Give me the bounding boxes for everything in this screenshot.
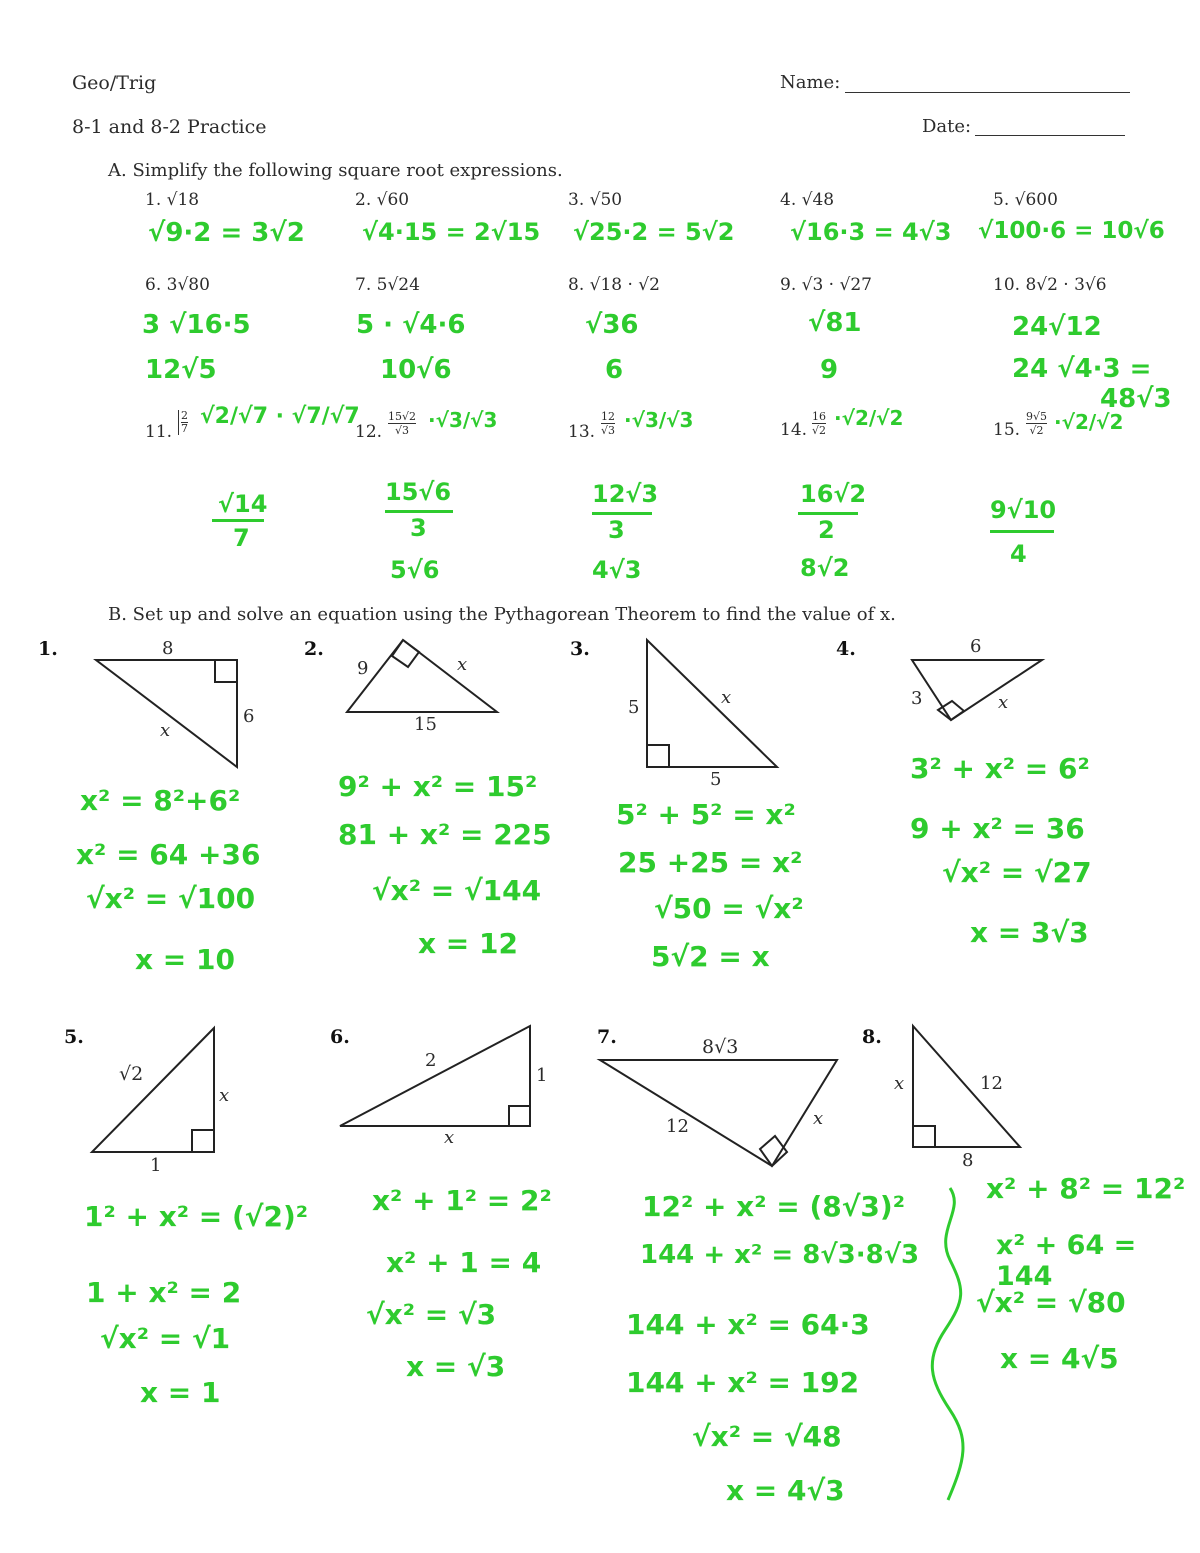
triangle-b2	[347, 640, 497, 712]
b5-label-right: x	[219, 1085, 230, 1106]
problem-a8-label: 8. √18 · √2	[568, 275, 660, 295]
problem-b2-number: 2.	[304, 638, 324, 660]
work-a15-line1: ·√2/√2	[1054, 410, 1124, 434]
triangle-b8	[913, 1026, 1020, 1147]
right-angle-b3	[647, 745, 669, 767]
work-a11-line1: √2/√7 · √7/√7	[200, 404, 360, 429]
problem-a10-label: 10. 8√2 · 3√6	[993, 275, 1107, 295]
right-angle-b4	[938, 701, 964, 720]
b8-label-bottom: 8	[962, 1150, 974, 1171]
right-angle-b2	[392, 640, 419, 667]
work-b7-line5: √x² = √48	[692, 1420, 842, 1453]
right-angle-b8	[913, 1126, 935, 1147]
b7-label-left: 12	[666, 1116, 689, 1137]
work-b5-line1: 1² + x² = (√2)²	[84, 1200, 308, 1233]
work-b7-line2: 144 + x² = 8√3·8√3	[640, 1240, 920, 1270]
fraction-a14-den: √2	[812, 424, 827, 437]
fraction-a15-den: √2	[1029, 424, 1044, 437]
problem-a5-label: 5. √600	[993, 190, 1058, 210]
work-b7-line4: 144 + x² = 192	[626, 1366, 860, 1399]
work-a6-line2: 12√5	[145, 355, 217, 385]
b1-label-hyp: x	[160, 720, 171, 741]
triangle-b4	[912, 660, 1042, 720]
work-a10-line3: 48√3	[1100, 384, 1172, 414]
work-a6-line1: 3 √16·5	[142, 310, 251, 340]
work-a12-line1: ·√3/√3	[428, 408, 498, 432]
work-a11-den: 7	[233, 524, 250, 552]
problem-a3-label: 3. √50	[568, 190, 623, 210]
problem-b7-number: 7.	[597, 1026, 617, 1048]
problem-a6-label: 6. 3√80	[145, 275, 210, 295]
work-a10-line2: 24 √4·3 =	[1012, 354, 1152, 384]
b8-label-hyp: 12	[980, 1073, 1003, 1094]
problem-a12-label: 12.	[355, 422, 383, 442]
b8-label-left: x	[894, 1073, 905, 1094]
fraction-a11-den: 7	[181, 422, 188, 435]
b3-label-left: 5	[628, 697, 640, 718]
work-b5-line2: 1 + x² = 2	[86, 1276, 242, 1309]
work-b6-line4: x = √3	[406, 1350, 506, 1383]
work-a2: √4·15 = 2√15	[362, 218, 541, 246]
b3-label-bottom: 5	[710, 769, 722, 790]
triangle-b7	[600, 1060, 837, 1166]
work-b3-line1: 5² + 5² = x²	[616, 798, 796, 831]
work-a13-line1: ·√3/√3	[624, 408, 694, 432]
work-b6-line2: x² + 1 = 4	[386, 1246, 542, 1279]
b2-label-right: x	[457, 654, 468, 675]
work-a13-result: 4√3	[592, 556, 642, 584]
b7-label-right: x	[813, 1108, 824, 1129]
fraction-a13-num: 12	[601, 410, 615, 423]
right-angle-b6	[509, 1106, 530, 1126]
work-b3-line4: 5√2 = x	[651, 940, 770, 973]
problem-b5-number: 5.	[64, 1026, 84, 1048]
work-a15-den: 4	[1010, 540, 1027, 568]
work-b8-line2: x² + 64 = 144	[996, 1230, 1137, 1292]
work-b1-line1: x² = 8²+6²	[80, 784, 241, 817]
work-b6-line1: x² + 1² = 2²	[372, 1184, 552, 1217]
work-a4: √16·3 = 4√3	[790, 218, 952, 246]
assignment-title: 8-1 and 8-2 Practice	[72, 116, 267, 138]
problem-a15-label: 15.	[993, 420, 1021, 440]
fraction-a14-num: 16	[812, 410, 826, 423]
b6-label-bottom: x	[444, 1127, 455, 1148]
work-b4-line2: 9 + x² = 36	[910, 812, 1085, 845]
work-b1-line3: √x² = √100	[86, 882, 256, 915]
b7-label-top: 8√3	[702, 1036, 739, 1058]
work-b7-line3: 144 + x² = 64·3	[626, 1308, 870, 1341]
work-a12-num: 15√6	[385, 478, 452, 506]
work-b4-line4: x = 3√3	[970, 916, 1089, 949]
work-b4-line3: √x² = √27	[942, 856, 1092, 889]
problem-a2-label: 2. √60	[355, 190, 410, 210]
work-a5: √100·6 = 10√6	[978, 218, 1165, 244]
problem-a13-label: 13.	[568, 422, 596, 442]
b4-label-right: x	[998, 692, 1009, 713]
work-a9-line1: √81	[808, 308, 862, 338]
work-a14-result: 8√2	[800, 554, 850, 582]
work-b2-line3: √x² = √144	[372, 874, 542, 907]
fraction-a11-num: 2	[181, 409, 188, 422]
b4-label-left: 3	[911, 688, 923, 709]
problem-a9-label: 9. √3 · √27	[780, 275, 872, 295]
problem-a11-label: 11.	[145, 422, 173, 442]
work-a14-num: 16√2	[800, 480, 867, 508]
work-a8-line1: √36	[585, 310, 639, 340]
b6-label-hyp: 2	[425, 1050, 437, 1071]
work-a8-line2: 6	[605, 355, 624, 385]
fraction-a15-num: 9√5	[1026, 410, 1048, 423]
problem-b3-number: 3.	[570, 638, 590, 660]
problem-a7-label: 7. 5√24	[355, 275, 420, 295]
work-a14-line1: ·√2/√2	[834, 406, 904, 430]
date-label: Date:	[922, 116, 972, 137]
work-b8-line3: √x² = √80	[976, 1286, 1126, 1319]
section-a-instruction: A. Simplify the following square root expressions.	[108, 160, 563, 181]
work-b8-line1: x² + 8² = 12²	[986, 1172, 1186, 1205]
work-b6-line3: √x² = √3	[366, 1298, 497, 1331]
work-a7-line1: 5 · √4·6	[356, 310, 466, 340]
work-a7-line2: 10√6	[380, 355, 452, 385]
b3-label-hyp: x	[721, 687, 732, 708]
work-b5-line3: √x² = √1	[100, 1322, 231, 1355]
work-a9-line2: 9	[820, 355, 839, 385]
right-angle-b1	[215, 660, 237, 682]
problem-b8-number: 8.	[862, 1026, 882, 1048]
work-a10-line1: 24√12	[1012, 312, 1102, 342]
work-a3: √25·2 = 5√2	[573, 218, 735, 246]
work-a15-num: 9√10	[990, 496, 1057, 524]
name-label: Name:	[780, 72, 841, 93]
work-a13-num: 12√3	[592, 480, 659, 508]
problem-a4-label: 4. √48	[780, 190, 835, 210]
b5-label-bottom: 1	[150, 1155, 162, 1176]
triangle-b3	[647, 640, 777, 767]
b5-label-hyp: √2	[119, 1063, 144, 1085]
course-title: Geo/Trig	[72, 72, 157, 94]
work-b2-line2: 81 + x² = 225	[338, 818, 552, 851]
b1-label-top: 8	[162, 638, 174, 659]
work-a11-num: √14	[218, 490, 268, 518]
work-a12-result: 5√6	[390, 556, 440, 584]
b1-label-right: 6	[243, 706, 255, 727]
fraction-a13-den: √3	[601, 424, 616, 437]
section-b-instruction: B. Set up and solve an equation using the Pythagorean Theorem to find the value of x.	[108, 604, 896, 625]
work-b1-line2: x² = 64 +36	[76, 838, 261, 871]
right-angle-b5	[192, 1130, 214, 1152]
problem-b6-number: 6.	[330, 1026, 350, 1048]
work-a14-den: 2	[818, 516, 835, 544]
work-b5-line4: x = 1	[140, 1376, 221, 1409]
fraction-a12-num: 15√2	[388, 410, 417, 423]
work-a12-den: 3	[410, 514, 427, 542]
fraction-a12-den: √3	[395, 424, 410, 437]
work-a13-den: 3	[608, 516, 625, 544]
work-b3-line3: √50 = √x²	[654, 892, 804, 925]
problem-b4-number: 4.	[836, 638, 856, 660]
b2-label-left: 9	[357, 658, 369, 679]
work-b1-line4: x = 10	[135, 943, 235, 976]
work-b7-line6: x = 4√3	[726, 1474, 845, 1507]
problem-a1-label: 1. √18	[145, 190, 200, 210]
work-b2-line4: x = 12	[418, 927, 518, 960]
divider-squiggle	[920, 1180, 980, 1510]
triangle-b6	[340, 1026, 530, 1126]
work-b4-line1: 3² + x² = 6²	[910, 752, 1090, 785]
work-b8-line4: x = 4√5	[1000, 1342, 1119, 1375]
b4-label-top: 6	[970, 636, 982, 657]
triangle-b5	[92, 1028, 214, 1152]
work-a1: √9·2 = 3√2	[148, 218, 305, 248]
b2-label-bottom: 15	[414, 714, 437, 735]
work-b2-line1: 9² + x² = 15²	[338, 770, 538, 803]
problem-a14-label: 14.	[780, 420, 808, 440]
work-b3-line2: 25 +25 = x²	[618, 846, 803, 879]
problem-b1-number: 1.	[38, 638, 58, 660]
work-b7-line1: 12² + x² = (8√3)²	[642, 1190, 905, 1223]
b6-label-right: 1	[536, 1065, 548, 1086]
